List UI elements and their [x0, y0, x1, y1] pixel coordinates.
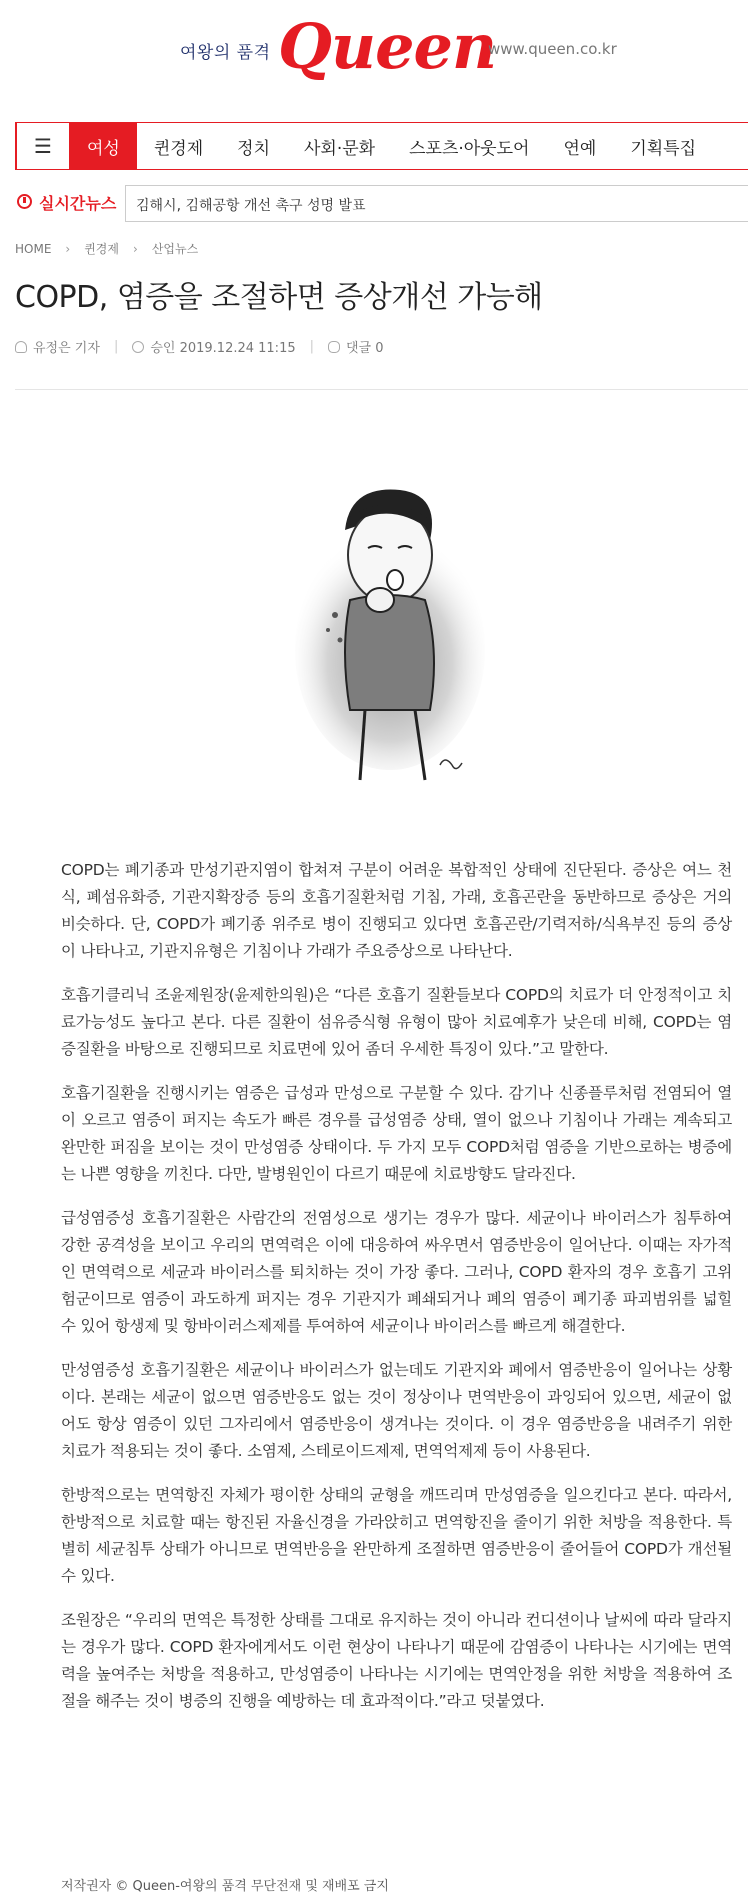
site-logo[interactable]: Queen	[278, 10, 497, 83]
nav-item-women[interactable]: 여성	[70, 123, 137, 169]
article-paragraph: 호흡기질환을 진행시키는 염증은 급성과 만성으로 구분할 수 있다. 감기나 신종플루처럼 전염되어 열이 오르고 염증이 퍼지는 속도가 빠른 경우를 급성염증 상태, 열이 없으나 기침이나 가래는 계속되고 완만한 퍼짐을 보이는 것이 만성염증 상태이다. 두 가지 모두 COPD처럼 염증을 기반으로하는 병증에는 나쁜 영향을 끼친다. 다만, 발병원인이 다르기 때문에 치료방향도 달라진다.	[61, 1084, 732, 1183]
nav-item-sports-outdoor[interactable]: 스포츠·아웃도어	[409, 138, 530, 159]
article-paragraph: 조원장은 “우리의 면역은 특정한 상태를 그대로 유지하는 것이 아니라 컨디션이나 날씨에 따라 달라지는 경우가 많다. COPD 환자에게서도 이런 현상이 나타나기 때문에 감염증이 나타나는 시기에는 면역력을 높여주는 처방을 적용하고, 만성염증이 나타나는 시기에는 면역안정을 위한 처방을 적용하여 조절을 해주는 것이 병증의 진행을 예방하는 데 효과적이다.”라고 덧붙였다.	[61, 1611, 732, 1710]
nav-item-society-culture[interactable]: 사회·문화	[304, 138, 376, 159]
breaking-news-label: 실시간뉴스	[39, 194, 117, 213]
article-comments[interactable]: 댓글 0	[346, 341, 384, 356]
breadcrumb-home[interactable]: HOME	[15, 241, 52, 256]
coughing-man-illustration	[290, 480, 490, 800]
breaking-news-ticker	[125, 185, 748, 222]
nav-item-features[interactable]: 기획특집	[630, 138, 697, 159]
site-url[interactable]: www.queen.co.kr	[488, 40, 617, 58]
article-title: COPD, 염증을 조절하면 증상개선 가능해	[15, 280, 543, 315]
meta-divider: |	[309, 339, 314, 354]
article-meta	[15, 337, 384, 356]
nav-item-entertainment[interactable]: 연예	[563, 138, 597, 159]
nav-item-economy[interactable]: 퀸경제	[153, 138, 204, 159]
main-nav	[15, 122, 748, 170]
article-author[interactable]: 유정은 기자	[33, 341, 100, 356]
breadcrumb-section[interactable]: 퀸경제	[84, 242, 119, 256]
breaking-news-headline[interactable]: 김해시, 김해공항 개선 촉구 성명 발표	[136, 198, 366, 214]
article-paragraph: 급성염증성 호흡기질환은 사람간의 전염성으로 생기는 경우가 많다. 세균이나 바이러스가 침투하여 강한 공격성을 보이고 우리의 면역력은 이에 대응하여 싸우면서 염증반응이 일어난다. 이때는 자가적인 면역력으로 세균과 바이러스를 퇴치하는 것이 가장 좋다. 그러나, COPD 환자의 경우 호흡기 고위험군이므로 염증이 과도하게 퍼지는 경우 기관지가 폐쇄되거나 폐의 염증이 폐기종 파괴범위를 넓힐 수 있어 항생제 및 항바이러스제제를 투여하여 세균이나 바이러스를 빠르게 해결한다.	[61, 1209, 732, 1335]
chevron-right-icon: ›	[133, 241, 138, 256]
breadcrumb-subsection[interactable]: 산업뉴스	[151, 242, 199, 256]
article-paragraph: 호흡기클리닉 조윤제원장(윤제한의원)은 “다른 호흡기 질환들보다 COPD의 치료가 더 안정적이고 치료가능성도 높다고 본다. 다른 질환이 섬유증식형 유형이 많아 치료예후가 낮은데 비해, COPD는 염증질환을 바탕으로 진행되므로 치료면에 있어 좀더 우세한 특징이 있다.”고 말한다.	[61, 986, 732, 1058]
site-tagline: 여왕의 품격	[180, 43, 271, 63]
person-icon	[15, 341, 27, 353]
comment-icon	[328, 341, 340, 353]
chevron-right-icon: ›	[65, 241, 71, 256]
divider	[15, 389, 748, 390]
article-paragraph: 한방적으로는 면역항진 자체가 평이한 상태의 균형을 깨뜨리며 만성염증을 일으킨다고 본다. 따라서, 한방적으로 치료할 때는 항진된 자율신경을 가라앉히고 면역항진을 줄이기 위한 처방을 적용한다. 특별히 세균침투 상태가 아니므로 면역반응을 완만하게 조절하면 염증반응이 줄어들어 COPD가 개선될 수 있다.	[61, 1486, 732, 1585]
meta-divider: |	[113, 339, 119, 354]
clock-icon	[132, 341, 144, 353]
breadcrumb	[15, 240, 198, 257]
article-approved-date: 승인 2019.12.24 11:15	[150, 341, 296, 356]
breaking-news-bar	[15, 185, 748, 223]
nav-item-politics[interactable]: 정치	[237, 138, 270, 159]
hamburger-icon: ☰	[34, 134, 52, 158]
article-paragraph: COPD는 폐기종과 만성기관지염이 합쳐져 구분이 어려운 복합적인 상태에 진단된다. 증상은 여느 천식, 폐섬유화증, 기관지확장증 등의 호흡기질환처럼 기침, 가래, 호흡곤란을 동반하므로 증상은 거의 비슷하다. 단, COPD가 폐기종 위주로 병이 진행되고 있다면 호흡곤란/기력저하/식욕부진 등의 증상이 나타나고, 기관지유형은 기침이나 가래가 주요증상으로 나타난다.	[61, 861, 732, 960]
article-body	[61, 857, 732, 1732]
copyright-notice: 저작권자 © Queen-여왕의 품격 무단전재 및 재배포 금지	[61, 1879, 389, 1894]
article-paragraph: 만성염증성 호흡기질환은 세균이나 바이러스가 없는데도 기관지와 폐에서 염증반응이 일어나는 상황이다. 본래는 세균이 없으면 염증반응도 없는 것이 정상이나 면역반응이 과잉되어 있으면, 세균이 없어도 항상 염증이 있던 그자리에서 염증반응이 생겨나는 것이다. 이 경우 염증반응을 내려주기 위한 치료가 적용되는 것이 좋다. 소염제, 스테로이드제제, 면역억제제 등이 사용된다.	[61, 1361, 732, 1460]
article-illustration	[290, 480, 490, 800]
clock-icon	[17, 194, 32, 209]
menu-button[interactable]	[17, 123, 70, 169]
site-header	[0, 0, 748, 100]
